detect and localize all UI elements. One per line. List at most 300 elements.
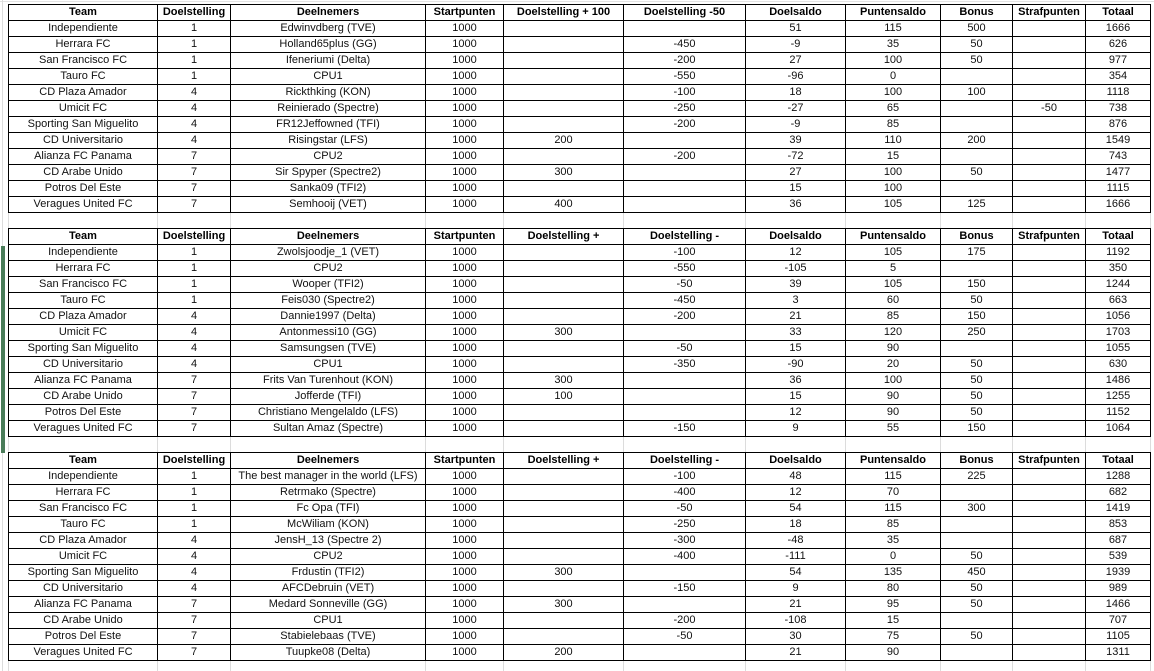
cell[interactable]: Sporting San Miguelito [9,117,158,133]
cell[interactable]: 39 [746,277,846,293]
cell[interactable]: -50 [1013,101,1086,117]
cell[interactable]: 100 [846,53,941,69]
cell[interactable] [1013,629,1086,645]
cell[interactable]: Umicit FC [9,549,158,565]
cell[interactable]: 1000 [426,149,504,165]
cell[interactable] [624,645,746,661]
cell[interactable] [9,661,158,671]
cell[interactable]: 105 [846,245,941,261]
cell[interactable]: Sporting San Miguelito [9,565,158,581]
cell[interactable]: 1288 [1086,469,1151,485]
cell[interactable]: 1000 [426,261,504,277]
cell[interactable]: 33 [746,325,846,341]
cell[interactable] [504,629,624,645]
cell[interactable]: 1419 [1086,501,1151,517]
cell[interactable]: 1000 [426,325,504,341]
column-header[interactable]: Doelstelling -50 [624,5,746,21]
cell[interactable]: 1 [158,53,231,69]
cell[interactable]: 1000 [426,629,504,645]
cell[interactable]: 0 [846,549,941,565]
cell[interactable] [1013,437,1086,452]
cell[interactable]: 150 [941,277,1013,293]
cell[interactable] [941,661,1013,671]
cell[interactable]: 21 [746,597,846,613]
cell[interactable]: -400 [624,549,746,565]
cell[interactable]: 300 [504,373,624,389]
cell[interactable]: 9 [746,581,846,597]
cell[interactable]: CD Plaza Amador [9,85,158,101]
cell[interactable]: 85 [846,517,941,533]
column-header[interactable]: Puntensaldo [846,453,941,469]
column-header[interactable]: Bonus [941,229,1013,245]
cell[interactable] [846,437,941,452]
cell[interactable]: CD Universitario [9,581,158,597]
cell[interactable]: 90 [846,341,941,357]
cell[interactable]: 48 [746,469,846,485]
cell[interactable]: CPU2 [231,149,426,165]
cell[interactable]: 1000 [426,581,504,597]
cell[interactable]: 1000 [426,117,504,133]
cell[interactable]: Ifeneriumi (Delta) [231,53,426,69]
cell[interactable]: -450 [624,293,746,309]
cell[interactable] [426,661,504,671]
cell[interactable]: 54 [746,565,846,581]
cell[interactable]: 50 [941,373,1013,389]
cell[interactable]: CPU1 [231,69,426,85]
cell[interactable]: 853 [1086,517,1151,533]
cell[interactable]: Antonmessi10 (GG) [231,325,426,341]
cell[interactable] [1013,581,1086,597]
cell[interactable]: -250 [624,517,746,533]
cell[interactable]: 100 [846,373,941,389]
cell[interactable]: 100 [846,181,941,197]
cell[interactable]: 1000 [426,133,504,149]
cell[interactable]: 1056 [1086,309,1151,325]
cell[interactable]: Wooper (TFI2) [231,277,426,293]
cell[interactable]: 1115 [1086,181,1151,197]
cell[interactable]: 1244 [1086,277,1151,293]
cell[interactable]: CPU2 [231,549,426,565]
cell[interactable]: 27 [746,165,846,181]
cell[interactable]: 1055 [1086,341,1151,357]
cell[interactable] [624,565,746,581]
cell[interactable]: 36 [746,197,846,213]
cell[interactable]: 1000 [426,37,504,53]
cell[interactable] [941,213,1013,228]
column-header[interactable]: Totaal [1086,229,1151,245]
cell[interactable] [941,181,1013,197]
cell[interactable] [941,69,1013,85]
cell[interactable] [624,437,746,452]
cell[interactable]: Independiente [9,21,158,37]
cell[interactable]: -100 [624,85,746,101]
cell[interactable]: -150 [624,421,746,437]
cell[interactable] [426,437,504,452]
cell[interactable] [1086,213,1151,228]
cell[interactable]: 1000 [426,613,504,629]
cell[interactable]: 300 [504,165,624,181]
cell[interactable] [1013,661,1086,671]
cell[interactable]: 39 [746,133,846,149]
cell[interactable]: 1 [158,469,231,485]
cell[interactable]: 1 [158,485,231,501]
cell[interactable]: Edwinvdberg (TVE) [231,21,426,37]
cell[interactable]: 50 [941,629,1013,645]
cell[interactable]: -550 [624,69,746,85]
cell[interactable] [846,213,941,228]
cell[interactable] [504,53,624,69]
cell[interactable] [1013,421,1086,437]
cell[interactable] [624,21,746,37]
cell[interactable]: 1477 [1086,165,1151,181]
cell[interactable] [504,309,624,325]
cell[interactable]: CD Plaza Amador [9,533,158,549]
column-header[interactable]: Team [9,453,158,469]
cell[interactable]: -100 [624,245,746,261]
cell[interactable]: -50 [624,629,746,645]
cell[interactable]: -450 [624,37,746,53]
column-header[interactable]: Doelstelling [158,453,231,469]
cell[interactable]: 743 [1086,149,1151,165]
cell[interactable] [1013,469,1086,485]
cell[interactable] [941,101,1013,117]
cell[interactable]: 876 [1086,117,1151,133]
cell[interactable]: 7 [158,645,231,661]
cell[interactable] [1013,117,1086,133]
cell[interactable]: 115 [846,21,941,37]
cell[interactable]: 1000 [426,53,504,69]
column-header[interactable]: Doelstelling + [504,453,624,469]
cell[interactable]: 1000 [426,277,504,293]
cell[interactable]: 1703 [1086,325,1151,341]
cell[interactable]: 1 [158,517,231,533]
cell[interactable]: 35 [846,533,941,549]
column-header[interactable]: Team [9,229,158,245]
cell[interactable]: 100 [846,85,941,101]
cell[interactable] [504,101,624,117]
column-header[interactable]: Doelstelling [158,5,231,21]
cell[interactable]: -250 [624,101,746,117]
cell[interactable]: 4 [158,117,231,133]
cell[interactable] [504,117,624,133]
cell[interactable]: 3 [746,293,846,309]
cell[interactable]: 50 [941,37,1013,53]
cell[interactable]: 4 [158,581,231,597]
cell[interactable] [624,597,746,613]
cell[interactable] [504,533,624,549]
cell[interactable]: Alianza FC Panama [9,373,158,389]
cell[interactable]: Christiano Mengelaldo (LFS) [231,405,426,421]
cell[interactable]: JensH_13 (Spectre 2) [231,533,426,549]
cell[interactable] [624,197,746,213]
cell[interactable]: 21 [746,309,846,325]
cell[interactable]: Veragues United FC [9,645,158,661]
cell[interactable]: Independiente [9,469,158,485]
cell[interactable]: 51 [746,21,846,37]
cell[interactable]: Sir Spyper (Spectre2) [231,165,426,181]
cell[interactable]: 100 [504,389,624,405]
cell[interactable]: 1000 [426,501,504,517]
cell[interactable]: 1486 [1086,373,1151,389]
cell[interactable] [504,661,624,671]
cell[interactable] [624,325,746,341]
cell[interactable] [504,213,624,228]
cell[interactable] [504,437,624,452]
cell[interactable] [941,437,1013,452]
cell[interactable] [504,421,624,437]
cell[interactable]: -50 [624,277,746,293]
cell[interactable] [941,645,1013,661]
cell[interactable]: Tauro FC [9,293,158,309]
cell[interactable] [426,213,504,228]
cell[interactable]: 5 [846,261,941,277]
cell[interactable]: 54 [746,501,846,517]
cell[interactable] [504,613,624,629]
column-header[interactable]: Doelstelling + 100 [504,5,624,21]
cell[interactable]: 30 [746,629,846,645]
cell[interactable]: CPU1 [231,357,426,373]
cell[interactable]: 300 [504,565,624,581]
cell[interactable]: 15 [746,389,846,405]
cell[interactable]: 35 [846,37,941,53]
cell[interactable] [1013,133,1086,149]
cell[interactable]: 50 [941,53,1013,69]
cell[interactable]: 90 [846,645,941,661]
cell[interactable]: CD Plaza Amador [9,309,158,325]
cell[interactable]: 15 [746,181,846,197]
cell[interactable]: 1000 [426,21,504,37]
cell[interactable] [504,469,624,485]
cell[interactable]: 0 [846,69,941,85]
cell[interactable]: 4 [158,85,231,101]
cell[interactable] [9,213,158,228]
cell[interactable]: Risingstar (LFS) [231,133,426,149]
cell[interactable] [846,661,941,671]
cell[interactable]: Jofferde (TFI) [231,389,426,405]
cell[interactable]: 110 [846,133,941,149]
cell[interactable] [1013,149,1086,165]
cell[interactable] [1013,277,1086,293]
cell[interactable] [624,405,746,421]
cell[interactable]: 1466 [1086,597,1151,613]
cell[interactable]: 9 [746,421,846,437]
cell[interactable] [1013,325,1086,341]
cell[interactable]: 200 [941,133,1013,149]
cell[interactable]: 50 [941,549,1013,565]
cell[interactable]: 1000 [426,373,504,389]
cell[interactable]: 4 [158,101,231,117]
cell[interactable] [504,517,624,533]
cell[interactable]: Independiente [9,245,158,261]
cell[interactable]: -200 [624,149,746,165]
cell[interactable]: Alianza FC Panama [9,149,158,165]
cell[interactable]: 1000 [426,197,504,213]
cell[interactable] [1013,645,1086,661]
cell[interactable]: 1000 [426,485,504,501]
cell[interactable]: 682 [1086,485,1151,501]
cell[interactable]: Retrmako (Spectre) [231,485,426,501]
cell[interactable]: -108 [746,613,846,629]
cell[interactable] [1013,85,1086,101]
cell[interactable]: 1666 [1086,197,1151,213]
cell[interactable]: -72 [746,149,846,165]
cell[interactable]: 75 [846,629,941,645]
column-header[interactable]: Doelstelling [158,229,231,245]
cell[interactable] [1013,485,1086,501]
cell[interactable]: 7 [158,373,231,389]
cell[interactable]: Frits Van Turenhout (KON) [231,373,426,389]
cell[interactable]: 36 [746,373,846,389]
cell[interactable]: 135 [846,565,941,581]
cell[interactable] [941,117,1013,133]
column-header[interactable]: Doelstelling + [504,229,624,245]
cell[interactable]: -200 [624,53,746,69]
cell[interactable]: 50 [941,389,1013,405]
cell[interactable]: 60 [846,293,941,309]
cell[interactable] [1013,565,1086,581]
cell[interactable] [1013,165,1086,181]
cell[interactable]: Fc Opa (TFI) [231,501,426,517]
cell[interactable]: 1000 [426,341,504,357]
cell[interactable]: 18 [746,517,846,533]
cell[interactable]: -111 [746,549,846,565]
column-header[interactable]: Doelsaldo [746,5,846,21]
cell[interactable]: Herrara FC [9,485,158,501]
cell[interactable]: 65 [846,101,941,117]
cell[interactable]: 55 [846,421,941,437]
cell[interactable]: 150 [941,309,1013,325]
column-header[interactable]: Doelsaldo [746,453,846,469]
cell[interactable]: 1000 [426,101,504,117]
cell[interactable]: Tauro FC [9,69,158,85]
column-header[interactable]: Doelsaldo [746,229,846,245]
cell[interactable]: 300 [504,597,624,613]
cell[interactable] [504,581,624,597]
cell[interactable]: Sporting San Miguelito [9,341,158,357]
cell[interactable]: 27 [746,53,846,69]
cell[interactable]: -100 [624,469,746,485]
cell[interactable]: 7 [158,421,231,437]
cell[interactable]: -90 [746,357,846,373]
cell[interactable]: CD Universitario [9,357,158,373]
cell[interactable] [746,213,846,228]
cell[interactable] [941,613,1013,629]
cell[interactable]: 7 [158,389,231,405]
cell[interactable] [158,661,231,671]
cell[interactable]: 1000 [426,549,504,565]
cell[interactable]: 7 [158,405,231,421]
cell[interactable]: 4 [158,341,231,357]
cell[interactable]: 450 [941,565,1013,581]
cell[interactable]: 1152 [1086,405,1151,421]
cell[interactable]: 50 [941,405,1013,421]
cell[interactable]: 1 [158,293,231,309]
cell[interactable]: 105 [846,197,941,213]
cell[interactable]: 1064 [1086,421,1151,437]
cell[interactable] [158,213,231,228]
cell[interactable]: Medard Sonneville (GG) [231,597,426,613]
cell[interactable]: CPU1 [231,613,426,629]
cell[interactable]: 15 [746,341,846,357]
cell[interactable] [1013,213,1086,228]
cell[interactable]: CD Universitario [9,133,158,149]
cell[interactable] [1013,293,1086,309]
cell[interactable] [624,181,746,197]
cell[interactable] [504,549,624,565]
cell[interactable] [624,373,746,389]
cell[interactable]: -200 [624,613,746,629]
cell[interactable]: 1105 [1086,629,1151,645]
cell[interactable]: 400 [504,197,624,213]
cell[interactable] [1013,261,1086,277]
cell[interactable]: Potros Del Este [9,405,158,421]
cell[interactable]: 500 [941,21,1013,37]
cell[interactable]: 300 [504,325,624,341]
cell[interactable] [231,213,426,228]
cell[interactable]: 95 [846,597,941,613]
cell[interactable]: 350 [1086,261,1151,277]
cell[interactable]: 687 [1086,533,1151,549]
cell[interactable] [624,165,746,181]
cell[interactable] [504,277,624,293]
column-header[interactable]: Deelnemers [231,453,426,469]
cell[interactable] [1013,501,1086,517]
cell[interactable]: Potros Del Este [9,181,158,197]
cell[interactable]: 7 [158,149,231,165]
column-header[interactable]: Puntensaldo [846,5,941,21]
cell[interactable] [504,245,624,261]
cell[interactable]: 1000 [426,565,504,581]
column-header[interactable]: Bonus [941,453,1013,469]
cell[interactable]: -300 [624,533,746,549]
cell[interactable]: 175 [941,245,1013,261]
cell[interactable] [158,437,231,452]
cell[interactable]: Zwolsjoodje_1 (VET) [231,245,426,261]
cell[interactable]: 225 [941,469,1013,485]
column-header[interactable]: Bonus [941,5,1013,21]
column-header[interactable]: Startpunten [426,453,504,469]
cell[interactable]: 1 [158,37,231,53]
cell[interactable]: 1 [158,261,231,277]
cell[interactable]: 1000 [426,533,504,549]
cell[interactable] [1013,245,1086,261]
cell[interactable] [941,533,1013,549]
cell[interactable]: 4 [158,533,231,549]
cell[interactable]: 1000 [426,69,504,85]
cell[interactable]: 90 [846,389,941,405]
cell[interactable]: 707 [1086,613,1151,629]
cell[interactable]: 7 [158,165,231,181]
cell[interactable]: -350 [624,357,746,373]
cell[interactable] [746,437,846,452]
column-header[interactable]: Deelnemers [231,229,426,245]
cell[interactable]: 626 [1086,37,1151,53]
cell[interactable] [231,661,426,671]
cell[interactable]: Rickthking (KON) [231,85,426,101]
cell[interactable]: 300 [941,501,1013,517]
column-header[interactable]: Startpunten [426,229,504,245]
cell[interactable] [1086,661,1151,671]
cell[interactable]: 120 [846,325,941,341]
cell[interactable]: 7 [158,181,231,197]
cell[interactable]: 1192 [1086,245,1151,261]
cell[interactable]: 125 [941,197,1013,213]
cell[interactable]: 738 [1086,101,1151,117]
cell[interactable]: 85 [846,117,941,133]
cell[interactable] [504,181,624,197]
cell[interactable]: AFCDebruin (VET) [231,581,426,597]
cell[interactable] [746,661,846,671]
